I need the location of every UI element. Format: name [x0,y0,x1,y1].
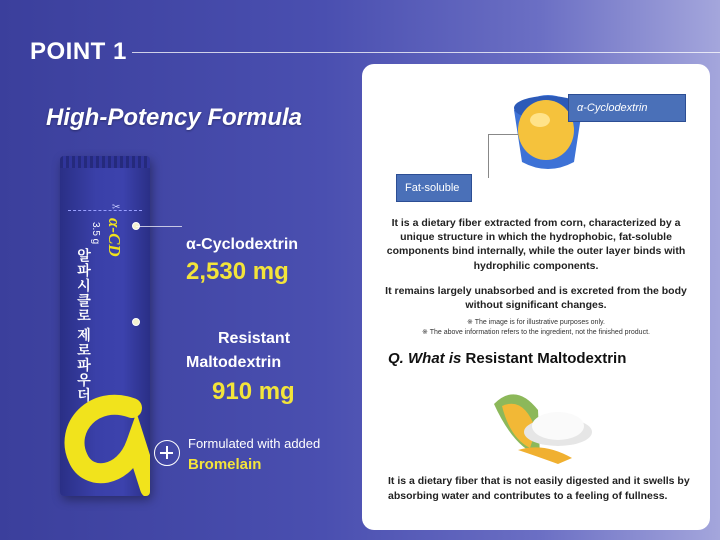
point-title: POINT 1 [30,38,127,65]
connector-line-vertical [488,134,489,178]
ingredient-2-name-line1: Resistant [218,330,291,347]
stick-brand: α-CD [105,218,124,257]
ingredient-disclaimer: ※ The above information refers to the ingredient, not the finished product. [422,329,650,336]
ingredient-2-name-line2: Maltodextrin [186,354,282,371]
question-prefix: Q. What is [388,350,462,367]
cyclodextrin-description: It is a dietary fiber extracted from corn, characterized by a unique structure in which the hydrophobic, fat-soluble components bind internally, while the outer layer binds with hydrophilic components. [386,217,686,272]
callout-dot-2 [132,318,140,326]
tear-line [68,210,142,211]
info-card [362,64,710,530]
fat-soluble-label: Fat-soluble [396,174,472,202]
stick-weight: 3.5 g [90,222,101,245]
ingredient-2-dose: 910 mg [212,378,295,405]
ingredient-1-name: α-Cyclodextrin [186,236,299,253]
headline: High-Potency Formula [46,104,303,131]
stick-product-name: 알파시클로 제로파우더 [76,248,92,403]
question-heading [388,350,626,367]
scissor-icon: ✂ [112,202,121,213]
cyclodextrin-label: α-Cyclodextrin [568,94,686,122]
added-ingredient: Bromelain [188,456,262,473]
connector-line-horizontal [488,134,518,135]
stick-seal-edge [60,156,150,168]
ingredient-1-dose: 2,530 mg [186,258,289,285]
image-disclaimer: ※ The image is for illustrative purposes only. [467,319,605,326]
maltodextrin-description: It is a dietary fiber that is not easily digested and it swells by absorbing water and contributes to a feeling of fullness. [388,475,690,503]
absorption-description: It remains largely unabsorbed and is excreted from the body without significant changes. [385,285,687,312]
added-label: Formulated with added [188,436,321,451]
callout-line-1 [136,226,182,227]
corn-powder-icon [488,386,598,466]
product-stick-image [60,156,150,496]
alpha-logo-icon [60,388,150,496]
plus-circle-icon [154,440,180,466]
question-subject: Resistant Maltodextrin [465,350,627,367]
header-divider [132,52,720,53]
